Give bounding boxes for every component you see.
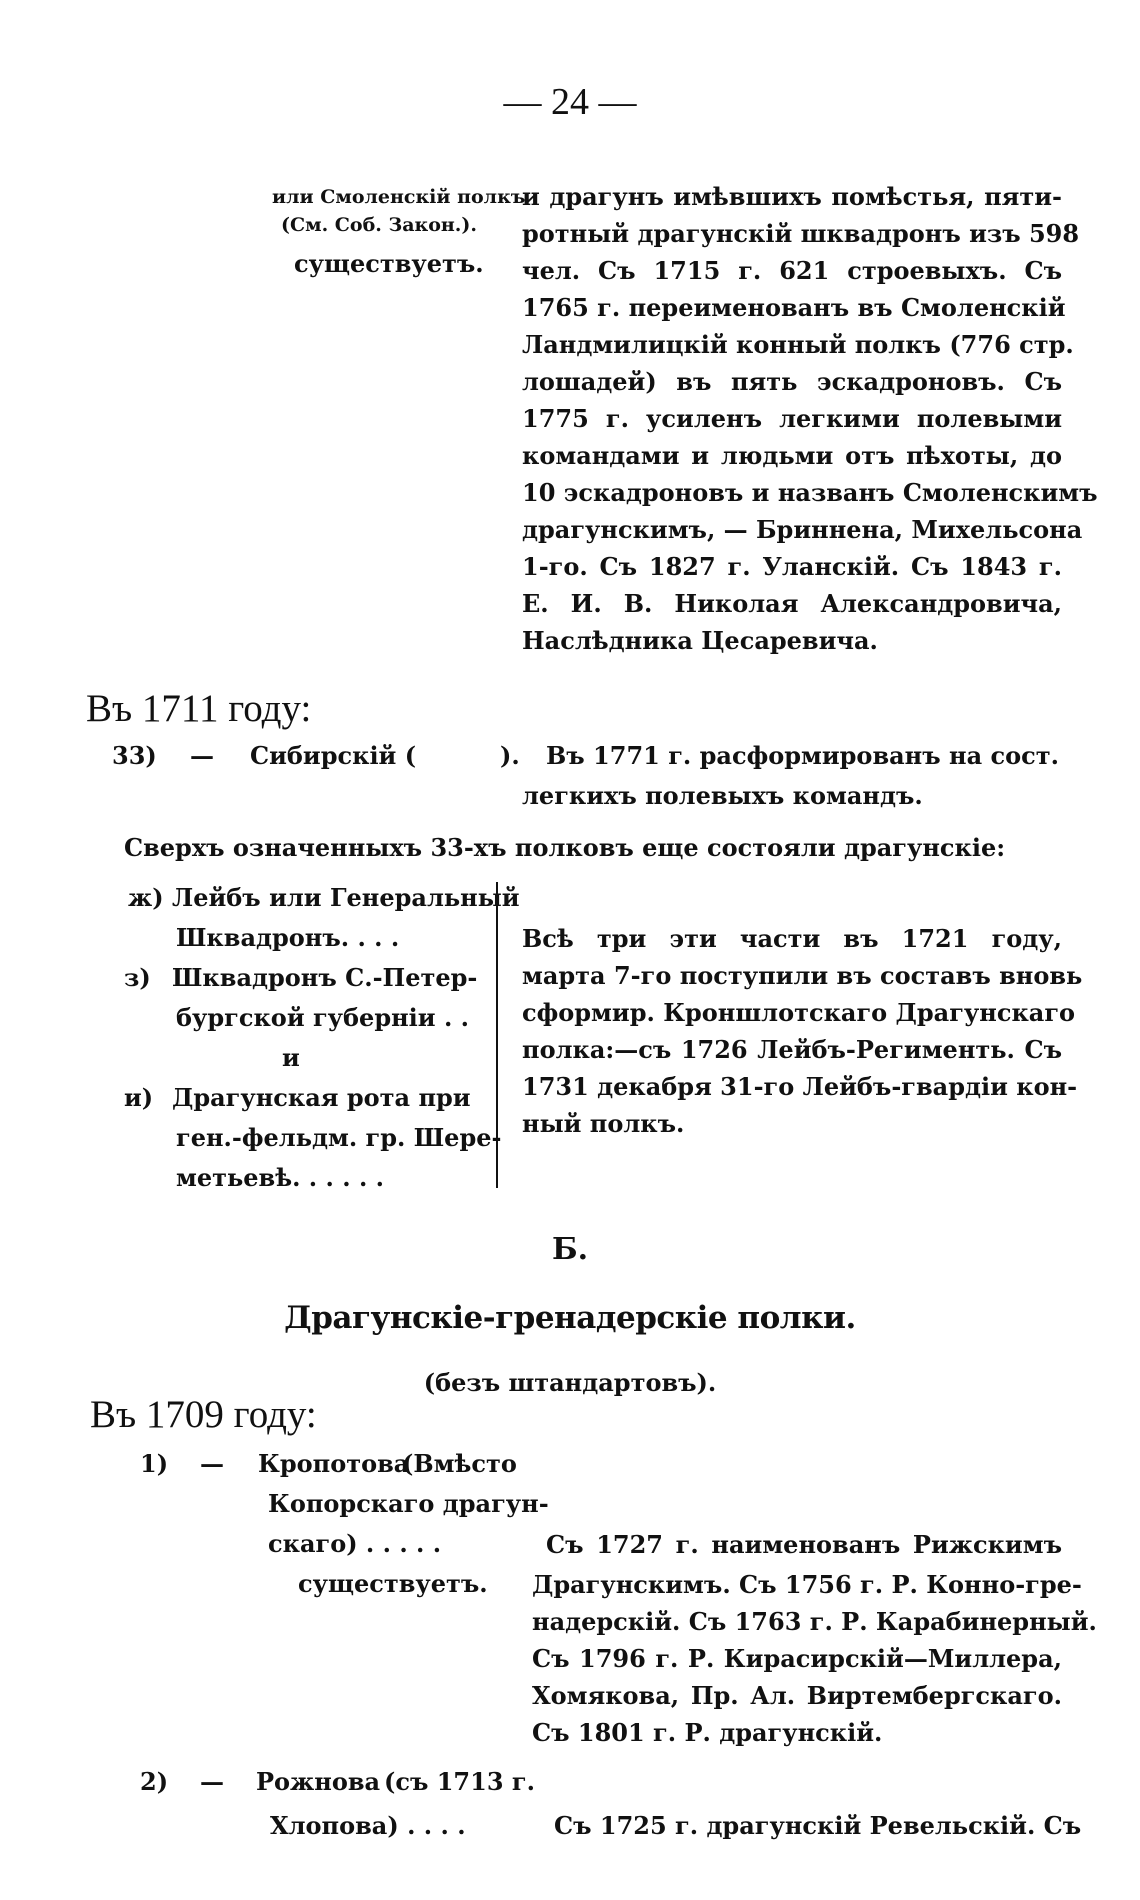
text-line: надерскій. Съ 1763 г. Р. Карабинерный. bbox=[532, 1607, 1097, 1636]
text-line: 10 эскадроновъ и названъ Смоленскимъ bbox=[522, 478, 1098, 507]
text-line: Всѣ три эти части въ 1721 году, bbox=[522, 924, 1062, 953]
text-line: ный полкъ. bbox=[522, 1109, 685, 1138]
text-line: 1775 г. усиленъ легкими полевыми bbox=[522, 404, 1062, 433]
entry-1-text bbox=[546, 1526, 1062, 1563]
text-line: Хомякова, Пр. Ал. Виртембергскаго. bbox=[532, 1681, 1062, 1710]
text-line: марта 7-го поступили въ составъ вновь bbox=[522, 961, 1083, 990]
entry-1-left-line: скаго) . . . . . bbox=[268, 1529, 442, 1558]
entry-2-dash: — bbox=[200, 1767, 224, 1796]
year-heading-1709: Въ 1709 году: bbox=[90, 1393, 317, 1436]
text-line: полка:—съ 1726 Лейбъ-Регименть. Съ bbox=[522, 1035, 1062, 1064]
section-title: Драгунскіе-гренадерскіе полки. bbox=[284, 1300, 856, 1336]
entry-1-number: 1) bbox=[140, 1449, 169, 1478]
text-line: Съ 1727 г. наименованъ Рижскимъ bbox=[546, 1530, 1062, 1559]
text-line: и драгунъ имѣвшихъ помѣстья, пяти- bbox=[522, 182, 1062, 211]
sverkh-sentence: Сверхъ означенныхъ 33-хъ полковъ еще состояли драгунскіе: bbox=[124, 833, 1006, 862]
entry-33-text: легкихъ полевыхъ командъ. bbox=[522, 781, 923, 810]
extra-unit-3-marker: и) bbox=[124, 1083, 154, 1112]
entry-1-dash: — bbox=[200, 1449, 224, 1478]
text-line: чел. Съ 1715 г. 621 строевыхъ. Съ bbox=[522, 256, 1062, 285]
extra-unit-2-marker: з) bbox=[124, 963, 151, 992]
entry-1-left-line: Копорскаго драгун- bbox=[268, 1489, 549, 1518]
text-line: Е. И. В. Николая Александровича, bbox=[522, 589, 1062, 618]
text-line: сформир. Кроншлотскаго Драгунскаго bbox=[522, 998, 1076, 1027]
entry-1-text bbox=[532, 1566, 1097, 1751]
entry-smolensk-left-line: или Смоленскій полкъ bbox=[272, 186, 526, 208]
entry-2-left-line: (съ 1713 г. bbox=[384, 1767, 535, 1796]
entry-33-number: 33) bbox=[112, 741, 157, 770]
extra-unit-3-line: метьевѣ. . . . . . bbox=[176, 1163, 385, 1192]
section-subtitle: (безъ штандартовъ). bbox=[423, 1368, 717, 1397]
entry-smolensk-status: существуетъ. bbox=[294, 249, 484, 278]
entry-33-name: Сибирскій ( bbox=[250, 741, 417, 770]
entry-1-name: Кропотова bbox=[258, 1449, 410, 1478]
entry-2-text: Съ 1725 г. драгунскій Ревельскій. Съ bbox=[554, 1811, 1082, 1840]
extra-unit-1-marker: ж) bbox=[128, 883, 164, 912]
section-letter: Б. bbox=[551, 1232, 589, 1267]
text-line: Ландмилицкій конный полкъ (776 стр. bbox=[522, 330, 1074, 359]
brace-divider bbox=[496, 882, 498, 1188]
entry-1-status: существуетъ. bbox=[298, 1569, 488, 1598]
entry-smolensk-left bbox=[272, 183, 526, 239]
text-line: ротный драгунскій шквадронъ изъ 598 bbox=[522, 219, 1080, 248]
extra-unit-2-line: бургской губерніи . . bbox=[176, 1003, 470, 1032]
extra-unit-2-line: Шквадронъ С.-Петер- bbox=[172, 963, 478, 992]
entry-33-dash: — bbox=[190, 741, 214, 770]
text-line: 1-го. Съ 1827 г. Уланскій. Съ 1843 г. bbox=[522, 552, 1062, 581]
text-line: драгунскимъ, — Бриннена, Михельсона bbox=[522, 515, 1083, 544]
text-line: Наслѣдника Цесаревича. bbox=[522, 626, 878, 655]
entry-smolensk-left-line: (См. Соб. Закон.). bbox=[280, 214, 478, 236]
text-line: командами и людьми отъ пѣхоты, до bbox=[522, 441, 1062, 470]
year-heading-1711: Въ 1711 году: bbox=[86, 687, 312, 730]
extra-unit-3-line: ген.-фельдм. гр. Шере- bbox=[176, 1123, 502, 1152]
extra-unit-3-line: Драгунская рота при bbox=[172, 1083, 471, 1112]
text-line: 1765 г. переименованъ въ Смоленскій bbox=[522, 293, 1066, 322]
extra-unit-conjunction: и bbox=[282, 1043, 300, 1072]
page-number: — 24 — bbox=[503, 81, 637, 123]
entry-2-name: Рожнова bbox=[256, 1767, 381, 1796]
text-line: Съ 1801 г. Р. драгунскій. bbox=[532, 1718, 883, 1747]
text-line: Драгунскимъ. Съ 1756 г. Р. Конно-гре- bbox=[532, 1570, 1082, 1599]
entry-smolensk-text bbox=[522, 178, 1098, 659]
extra-unit-1-line: Шквадронъ. . . . bbox=[176, 923, 400, 952]
extra-units-text bbox=[522, 920, 1083, 1142]
entry-2-number: 2) bbox=[140, 1767, 169, 1796]
entry-33-paren-close: ). bbox=[500, 741, 520, 770]
text-line: 1731 декабря 31-го Лейбъ-гвардіи кон- bbox=[522, 1072, 1078, 1101]
extra-unit-1-line: Лейбъ или Генеральный bbox=[172, 883, 520, 912]
entry-2-left-line: Хлопова) . . . . bbox=[270, 1811, 466, 1840]
entry-1-left-line: (Вмѣсто bbox=[402, 1449, 517, 1478]
text-line: Съ 1796 г. Р. Кирасирскій—Миллера, bbox=[532, 1644, 1062, 1673]
entry-33-text: Въ 1771 г. расформированъ на сост. bbox=[546, 741, 1059, 770]
text-line: лошадей) въ пять эскадроновъ. Съ bbox=[522, 367, 1062, 396]
